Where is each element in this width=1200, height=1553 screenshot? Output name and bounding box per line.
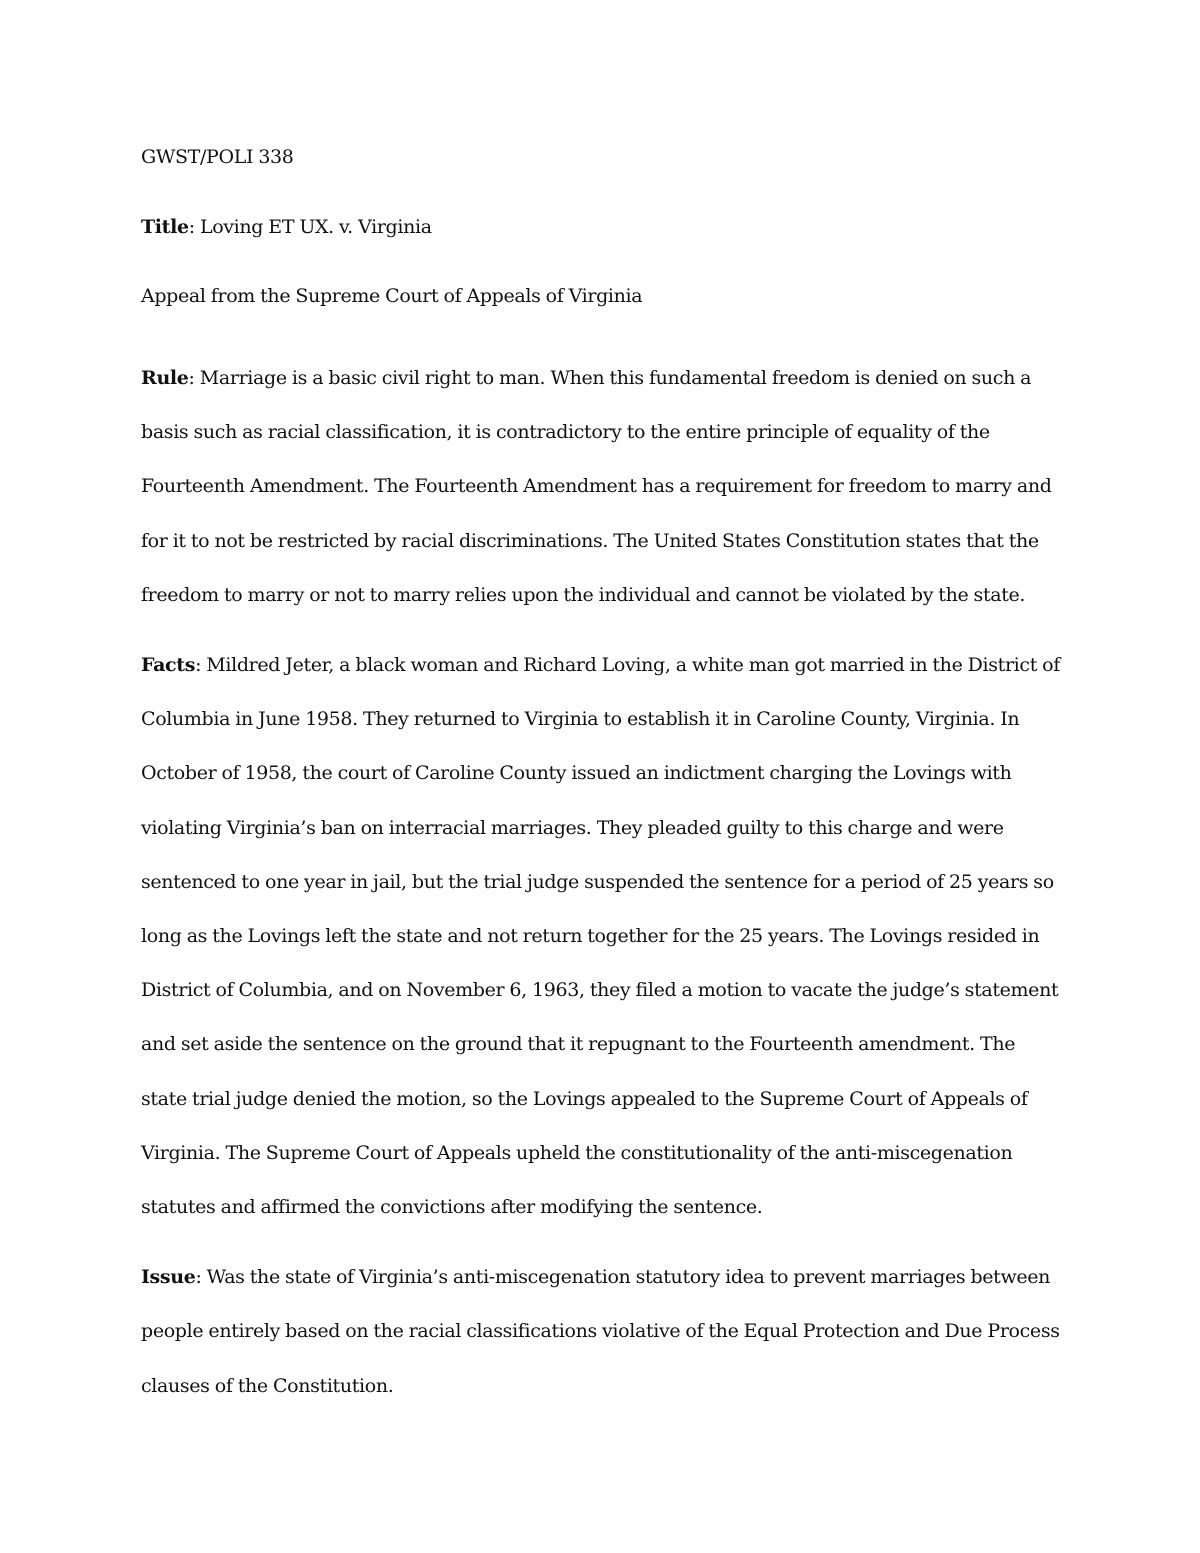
issue-paragraph	[141, 1250, 1061, 1413]
facts-paragraph	[141, 638, 1061, 1234]
facts-text: : Mildred Jeter, a black woman and Richard Loving, a white man got married in the District of Columbia in June 1958. They returned to Virginia to establish it in Caroline County, Virginia. In October of 1958, the court of Caroline County issued an indictment charging the Lovings with violating Virginia’s ban on interracial marriages. They pleaded guilty to this charge and were sentenced to one year in jail, but the trial judge suspended the sentence for a period of 25 years so long as the Lovings left the state and not return together for the 25 years. The Lovings resided in District of Columbia, and on November 6, 1963, they filed a motion to vacate the judge’s statement and set aside the sentence on the ground that it repugnant to the Fourteenth amendment. The state trial judge denied the motion, so the Lovings appealed to the Supreme Court of Appeals of Virginia. The Supreme Court of Appeals upheld the constitutionality of the anti-miscegenation statutes and affirmed the convictions after modifying the sentence.	[141, 654, 1060, 1219]
title-text: : Loving ET UX. v. Virginia	[188, 216, 432, 238]
rule-text: : Marriage is a basic civil right to man. When this fundamental freedom is denied on such a basis such as racial classification, it is contradictory to the entire principle of equality of the Fourteenth Amendment. The Fourteenth Amendment has a requirement for freedom to marry and for it to not be restricted by racial discriminations. The United States Constitution states that the freedom to marry or not to marry relies upon the individual and cannot be violated by the state.	[141, 367, 1052, 606]
issue-label: Issue	[141, 1266, 196, 1289]
rule-label: Rule	[141, 367, 189, 389]
facts-label: Facts	[141, 654, 196, 677]
document-body	[141, 143, 1061, 1429]
appeal-line: Appeal from the Supreme Court of Appeals of Virginia	[141, 285, 643, 307]
rule-paragraph	[141, 351, 1061, 622]
case-title	[141, 213, 1061, 241]
issue-text: : Was the state of Virginia’s anti-miscegenation statutory idea to prevent marriages between people entirely based on the racial classifications violative of the Equal Protection and Due Process clauses of the Constitution.	[141, 1266, 1060, 1397]
course-code: GWST/POLI 338	[141, 146, 294, 168]
title-label: Title	[141, 216, 189, 238]
